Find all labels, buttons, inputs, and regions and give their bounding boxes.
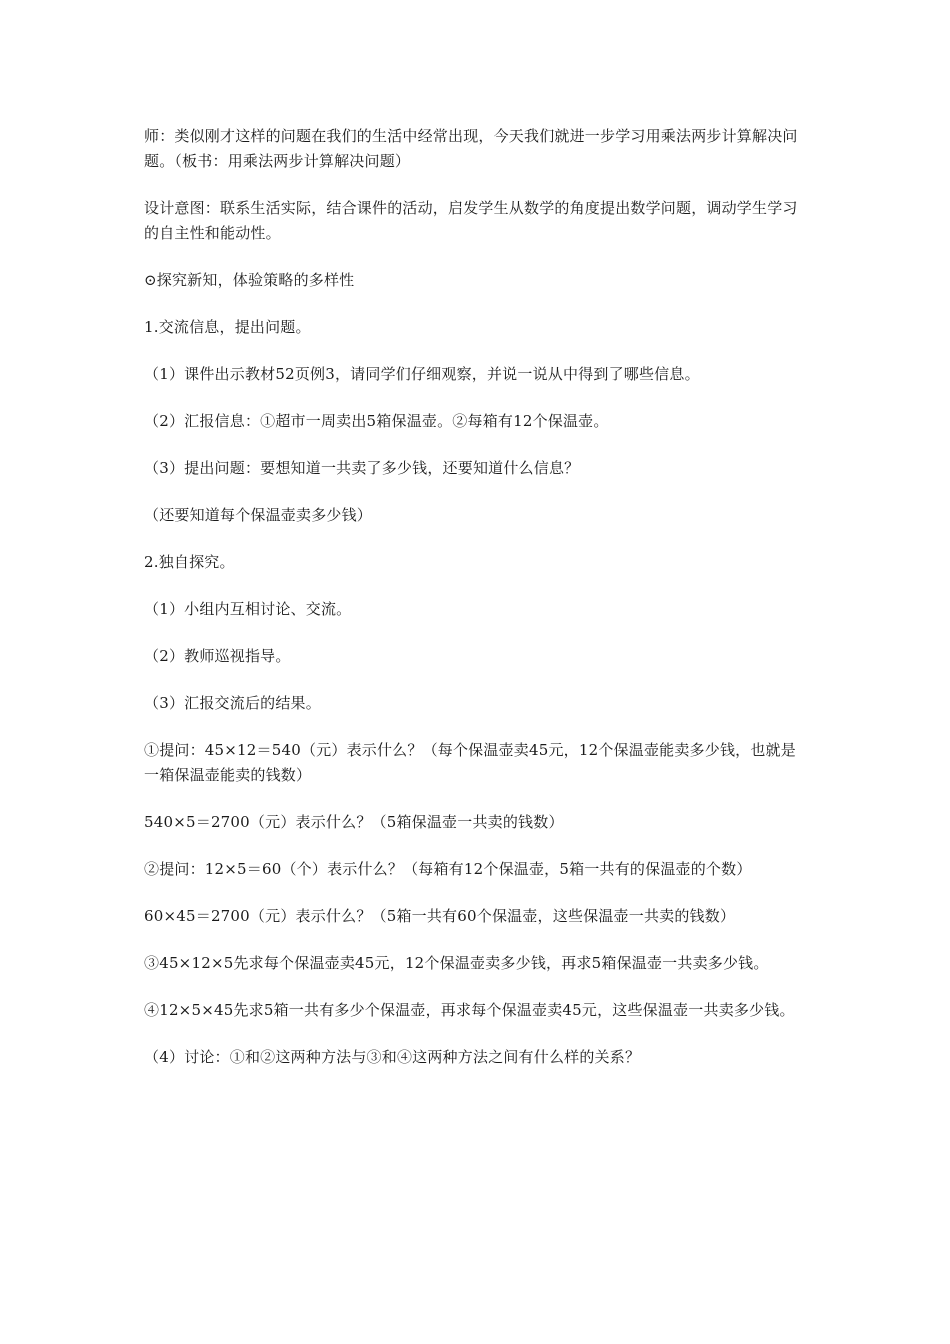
list-item-report-info: （2）汇报信息：①超市一周卖出5箱保温壶。②每箱有12个保温壶。: [144, 412, 609, 430]
paragraph-answer-price: （还要知道每个保温壶卖多少钱）: [144, 506, 373, 524]
list-item-report-results: （3）汇报交流后的结果。: [144, 694, 321, 712]
method-one-followup: 540×5＝2700（元）表示什么？（5箱保温壶一共卖的钱数）: [144, 813, 564, 831]
list-item-courseware: （1）课件出示教材52页例3，请同学们仔细观察，并说一说从中得到了哪些信息。: [144, 365, 700, 383]
method-three: ③45×12×5先求每个保温壶卖45元，12个保温壶卖多少钱，再求5箱保温壶一共卖多少钱。: [144, 954, 769, 972]
document-page: [144, 118, 806, 1070]
step-heading-explore-alone: 2.独自探究。: [144, 553, 235, 571]
method-two-followup: 60×45＝2700（元）表示什么？（5箱一共有60个保温壶，这些保温壶一共卖的钱数）: [144, 907, 736, 925]
paragraph-design-intent: 设计意图：联系生活实际，结合课件的活动，启发学生从数学的角度提出数学问题，调动学生学习的自主性和能动性。: [144, 199, 798, 242]
list-item-discussion: （4）讨论：①和②这两种方法与③和④这两种方法之间有什么样的关系？: [144, 1048, 641, 1066]
method-one-question: ①提问：45×12＝540（元）表示什么？（每个保温壶卖45元，12个保温壶能卖多少钱，也就是一箱保温壶能卖的钱数）: [144, 741, 796, 784]
method-two-question: ②提问：12×5＝60（个）表示什么？（每箱有12个保温壶，5箱一共有的保温壶的个数）: [144, 860, 752, 878]
list-item-teacher-guide: （2）教师巡视指导。: [144, 647, 291, 665]
step-heading-exchange: 1.交流信息，提出问题。: [144, 318, 311, 336]
method-four: ④12×5×45先求5箱一共有多少个保温壶，再求每个保温壶卖45元，这些保温壶一共卖多少钱。: [144, 1001, 795, 1019]
list-item-ask-question: （3）提出问题：要想知道一共卖了多少钱，还要知道什么信息？: [144, 459, 580, 477]
section-heading-explore: ⊙探究新知，体验策略的多样性: [144, 271, 355, 289]
list-item-group-discuss: （1）小组内互相讨论、交流。: [144, 600, 352, 618]
paragraph-teacher-intro: 师：类似刚才这样的问题在我们的生活中经常出现，今天我们就进一步学习用乘法两步计算解决问题。（板书：用乘法两步计算解决问题）: [144, 127, 798, 170]
